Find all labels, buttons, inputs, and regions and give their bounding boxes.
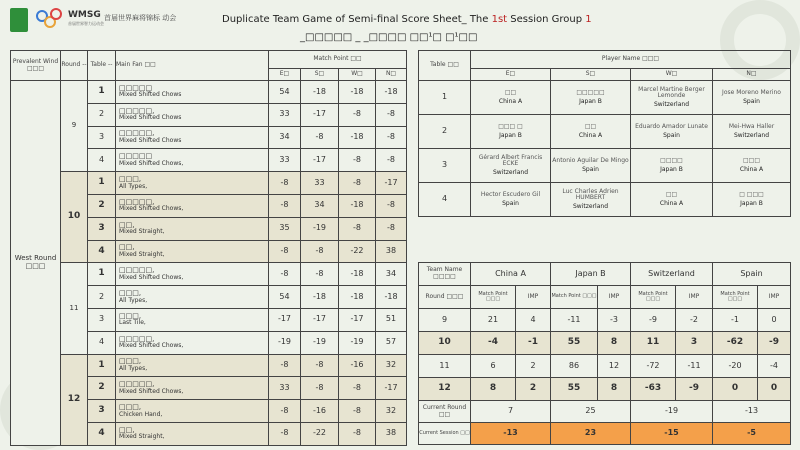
logo [10,8,28,32]
player-name: Mei-Hwa Haller [728,122,775,130]
title-text: Session Group [507,14,586,25]
match-point-n: -8 [376,103,407,126]
table-row [419,149,791,183]
main-fan [116,331,269,354]
match-point-s: -22 [301,422,339,445]
table-number: 1 [88,263,116,286]
match-point-value: -62 [713,332,758,355]
imp-value: 0 [758,378,791,401]
player-team: China A [659,199,684,207]
fan-chinese: □□□□□, [119,334,155,343]
fan-english: Mixed Shifted Chows [119,137,182,145]
player-name: Marcel Martine Berger Lemonde [638,85,705,100]
match-point-value: 6 [471,355,516,378]
match-point-value: 55 [551,378,598,401]
current-round-value: 7 [471,401,551,423]
page-subtitle: _□□□□□ _ _□□□□ □□¹□ □¹□□ [300,32,478,43]
table-number: 4 [88,149,116,172]
match-point-s: -8 [301,377,339,400]
player-name: □□ [584,122,597,130]
imp-value: 2 [516,378,551,401]
match-point-value: -4 [471,332,516,355]
fan-chinese: □□, [119,425,135,434]
match-point-s: -17 [301,149,339,172]
header-e: E□ [269,69,301,81]
current-session-label: Current Session □□ [419,423,471,445]
match-point-n: 38 [376,422,407,445]
fan-english: Mixed Shifted Chows [119,91,182,99]
match-point-value: -1 [713,309,758,332]
match-point-w: -18 [339,286,376,309]
match-point-n: -8 [376,217,407,240]
table-number: 1 [419,81,471,115]
player-w [631,183,713,217]
round-label: Round □□□ [419,286,471,309]
match-point-n: -18 [376,81,407,104]
match-point-e: -8 [269,263,301,286]
player-w [631,81,713,115]
player-s [551,115,631,149]
player-team: Spain [582,165,599,173]
table-row [419,309,791,332]
fan-chinese: □□□□□ [119,83,153,92]
table-row [419,115,791,149]
match-point-e: -8 [269,354,301,377]
match-point-w: -8 [339,172,376,195]
player-e [471,183,551,217]
match-point-s: -17 [301,308,339,331]
header-player-name: Player Name □□□ [471,51,791,69]
fan-english: Mixed Straight, [119,433,165,441]
table-number: 3 [88,217,116,240]
main-fan [116,149,269,172]
fan-english: All Types, [119,182,148,190]
match-point-label: Match Point □□□ [551,286,598,309]
match-point-e: -19 [269,331,301,354]
fan-english: Mixed Shifted Chows, [119,205,184,213]
imp-label: IMP [516,286,551,309]
organizer: 首届世界麻将锦标 动会 [104,14,177,22]
table-number: 2 [88,103,116,126]
table-row [11,81,407,104]
round-number: 9 [61,81,88,172]
table-number: 2 [88,286,116,309]
round-number: 10 [61,172,88,263]
match-point-s: -8 [301,126,339,149]
current-session-value: -13 [471,423,551,445]
imp-value: -11 [676,355,713,378]
match-point-w: -17 [339,308,376,331]
imp-value: -1 [516,332,551,355]
table-number: 2 [419,115,471,149]
imp-value: 2 [516,355,551,378]
match-point-s: -8 [301,263,339,286]
player-team: Japan B [579,97,602,105]
match-point-e: -8 [269,194,301,217]
match-point-w: -18 [339,126,376,149]
match-point-e: 33 [269,377,301,400]
table-number: 4 [88,331,116,354]
match-point-w: -19 [339,331,376,354]
table-row [419,183,791,217]
header-table: Table -- [88,51,116,81]
match-point-s: -19 [301,331,339,354]
player-e [471,81,551,115]
fan-chinese: □□, [119,220,135,229]
fan-chinese: □□□, [119,311,142,320]
player-team: Japan B [499,131,522,139]
match-point-label: Match Point □□□ [713,286,758,309]
imp-value: -3 [598,309,631,332]
current-session-row [419,423,791,445]
match-point-s: -8 [301,354,339,377]
current-round-value: -13 [713,401,791,423]
table-row [419,355,791,378]
imp-value: -2 [676,309,713,332]
header-main-fan: Main Fan □□ [116,51,269,81]
main-fan [116,217,269,240]
table-number: 1 [88,354,116,377]
match-point-w: -8 [339,422,376,445]
player-e [471,149,551,183]
fan-english: All Types, [119,365,148,372]
table-number: 2 [88,377,116,400]
table-row [419,378,791,401]
imp-value: -9 [676,378,713,401]
summary-table [418,262,791,445]
current-round-value: -19 [631,401,713,423]
player-team: Switzerland [654,100,689,108]
fan-chinese: □□□□□, [119,106,155,115]
main-fan [116,377,269,400]
player-name: Hector Escudero Gil [480,190,541,198]
main-fan [116,286,269,309]
imp-value: -9 [758,332,791,355]
imp-value: 3 [676,332,713,355]
subheader-row [419,286,791,309]
match-point-w: -18 [339,263,376,286]
header-w: W□ [631,69,713,81]
table-row [419,81,791,115]
imp-label: IMP [598,286,631,309]
imp-value: 4 [516,309,551,332]
player-n [713,115,791,149]
match-point-e: -17 [269,308,301,331]
fan-english: Mixed Shifted Chows, [119,159,184,167]
fan-chinese: □□□, [119,174,142,183]
current-session-value: 23 [551,423,631,445]
wmsg-rings-logo [36,8,66,32]
player-team: Spain [663,131,680,139]
table-number: 4 [88,240,116,263]
match-point-e: -8 [269,400,301,423]
match-point-value: 8 [471,378,516,401]
match-point-n: 57 [376,331,407,354]
table-row [11,172,407,195]
player-name: □□□ □ [498,122,523,130]
table-number: 3 [88,126,116,149]
match-point-e: 33 [269,149,301,172]
match-point-s: -8 [301,240,339,263]
match-point-value: 21 [471,309,516,332]
header-n: N□ [376,69,407,81]
table-number: 3 [419,149,471,183]
player-w [631,149,713,183]
table-number: 2 [88,194,116,217]
player-team: China A [578,131,603,139]
player-w [631,115,713,149]
player-e [471,115,551,149]
player-n [713,81,791,115]
table-number: 4 [88,422,116,445]
player-name: Jose Moreno Merino [722,88,781,96]
match-point-e: 54 [269,286,301,309]
match-point-w: -16 [339,354,376,377]
main-fan [116,263,269,286]
fan-chinese: □□□, [119,288,142,297]
match-point-s: 33 [301,172,339,195]
current-round-label: Current Round □□ [419,401,471,423]
fan-english: Mixed Straight, [119,251,165,259]
table-number: 1 [88,172,116,195]
main-fan [116,126,269,149]
match-point-w: -18 [339,81,376,104]
match-point-value: -9 [631,309,676,332]
title-group: 1 [585,14,592,25]
match-point-value: -63 [631,378,676,401]
match-point-value: 55 [551,332,598,355]
player-name: Eduardo Amador Lunate [635,122,708,130]
match-point-e: 34 [269,126,301,149]
player-team: Spain [502,199,519,207]
fan-english: All Types, [119,296,148,304]
match-point-s: -18 [301,286,339,309]
main-fan [116,308,269,331]
score-table [10,50,407,446]
main-fan [116,354,269,377]
player-team: Switzerland [734,131,769,139]
player-team: Japan B [740,199,763,207]
team-header-row [419,263,791,286]
imp-value: 8 [598,378,631,401]
header-e: E□ [471,69,551,81]
player-name: □ □□□ [739,190,764,198]
fan-chinese: □□, [119,243,135,252]
player-team: China A [739,165,764,173]
fan-chinese: □□□□□, [119,380,155,389]
match-point-n: -8 [376,126,407,149]
main-fan [116,172,269,195]
header-match-point: Match Point □□ [269,51,407,69]
match-point-w: -8 [339,400,376,423]
team-name: Japan B [551,263,631,286]
match-point-e: -8 [269,422,301,445]
match-point-n: -18 [376,286,407,309]
current-session-value: -15 [631,423,713,445]
title-text: Duplicate Team Game of Semi-final Score Sheet_ The [222,14,492,25]
table-row [419,332,791,355]
header-table: Table □□ [419,51,471,81]
match-point-n: 32 [376,354,407,377]
player-name: □□ [665,190,678,198]
match-point-w: -8 [339,103,376,126]
team-name: Switzerland [631,263,713,286]
match-point-label: Match Point □□□ [471,286,516,309]
match-point-e: 33 [269,103,301,126]
page-title [222,14,592,25]
fan-english: Mixed Shifted Chows, [119,342,184,350]
fan-chinese: □□□, [119,402,142,411]
match-point-s: -19 [301,217,339,240]
player-name: Gérard Albert Francis ECKE [478,153,543,168]
table-number: 1 [88,81,116,104]
match-point-n: 51 [376,308,407,331]
match-point-w: -8 [339,377,376,400]
match-point-e: 35 [269,217,301,240]
match-point-value: -72 [631,355,676,378]
player-table [418,50,791,217]
match-point-s: -17 [301,103,339,126]
player-team: Spain [743,97,760,105]
match-point-n: -17 [376,172,407,195]
player-name: □□□□ [660,156,683,164]
fan-chinese: □□□□□, [119,197,155,206]
team-name: China A [471,263,551,286]
match-point-w: -8 [339,217,376,240]
player-team: Switzerland [493,168,528,176]
match-point-e: -8 [269,172,301,195]
header-s: S□ [301,69,339,81]
round-number: 12 [419,378,471,401]
player-s [551,183,631,217]
header-wind: Prevalent Wind □□□ [11,51,61,81]
team-name: Spain [713,263,791,286]
table-row [11,263,407,286]
player-team: Switzerland [573,202,608,210]
match-point-n: -8 [376,149,407,172]
fan-english: Mixed Shifted Chows [119,114,182,122]
match-point-value: -11 [551,309,598,332]
fan-english: Last Tile, [119,319,146,327]
round-number: 10 [419,332,471,355]
round-number: 11 [61,263,88,354]
round-number: 9 [419,309,471,332]
table-number: 4 [419,183,471,217]
main-fan [116,400,269,423]
match-point-n: 34 [376,263,407,286]
match-point-s: -16 [301,400,339,423]
player-name: □□□□□ [576,88,605,96]
match-point-s: 34 [301,194,339,217]
fan-english: Mixed Shifted Chows, [119,273,184,281]
header-n: N□ [713,69,791,81]
player-s [551,81,631,115]
player-team: Japan B [660,165,683,173]
team-name-label: Team Name □□□□ [419,263,471,286]
player-name: Antonio Aguilar De Mingo [552,156,629,164]
imp-value: 12 [598,355,631,378]
current-session-value: -5 [713,423,791,445]
player-name: □□□ [743,156,761,164]
main-fan [116,81,269,104]
match-point-w: -22 [339,240,376,263]
round-number: 11 [419,355,471,378]
fan-english: Chicken Hand, [119,410,163,418]
match-point-value: 86 [551,355,598,378]
fan-chinese: □□□□□, [119,129,155,138]
player-n [713,183,791,217]
table-number: 3 [88,308,116,331]
match-point-n: -17 [376,377,407,400]
fan-chinese: □□□□□, [119,266,155,275]
header-round: Round -- [61,51,88,81]
current-round-row [419,401,791,423]
imp-value: -4 [758,355,791,378]
player-name: Luc Charles Adrien HUMBERT [562,187,619,202]
imp-label: IMP [758,286,791,309]
brand-subtitle: 首届世界智力运动会 [68,21,104,26]
fan-english: Mixed Straight, [119,228,165,236]
current-round-value: 25 [551,401,631,423]
match-point-value: 0 [713,378,758,401]
table-row [11,354,407,377]
match-point-s: -18 [301,81,339,104]
header-s: S□ [551,69,631,81]
round-number: 12 [61,354,88,445]
fan-english: Mixed Shifted Chows, [119,387,184,395]
match-point-label: Match Point □□□ [631,286,676,309]
imp-label: IMP [676,286,713,309]
match-point-e: 54 [269,81,301,104]
match-point-value: -20 [713,355,758,378]
match-point-n: -8 [376,194,407,217]
brand: WMSG [68,10,101,20]
main-fan [116,240,269,263]
match-point-n: 38 [376,240,407,263]
match-point-e: -8 [269,240,301,263]
header-w: W□ [339,69,376,81]
match-point-w: -8 [339,149,376,172]
imp-value: 8 [598,332,631,355]
table-number: 3 [88,400,116,423]
main-fan [116,194,269,217]
match-point-value: 11 [631,332,676,355]
match-point-n: 32 [376,400,407,423]
match-point-w: -18 [339,194,376,217]
player-s [551,149,631,183]
player-n [713,149,791,183]
fan-chinese: □□□□□ [119,152,153,161]
main-fan [116,103,269,126]
imp-value: 0 [758,309,791,332]
title-session: 1st [491,14,508,25]
prevalent-wind: West Round □□□ [11,81,61,446]
main-fan [116,422,269,445]
player-name: □□ [504,88,517,96]
player-team: China A [498,97,523,105]
fan-chinese: □□□, [119,357,142,366]
